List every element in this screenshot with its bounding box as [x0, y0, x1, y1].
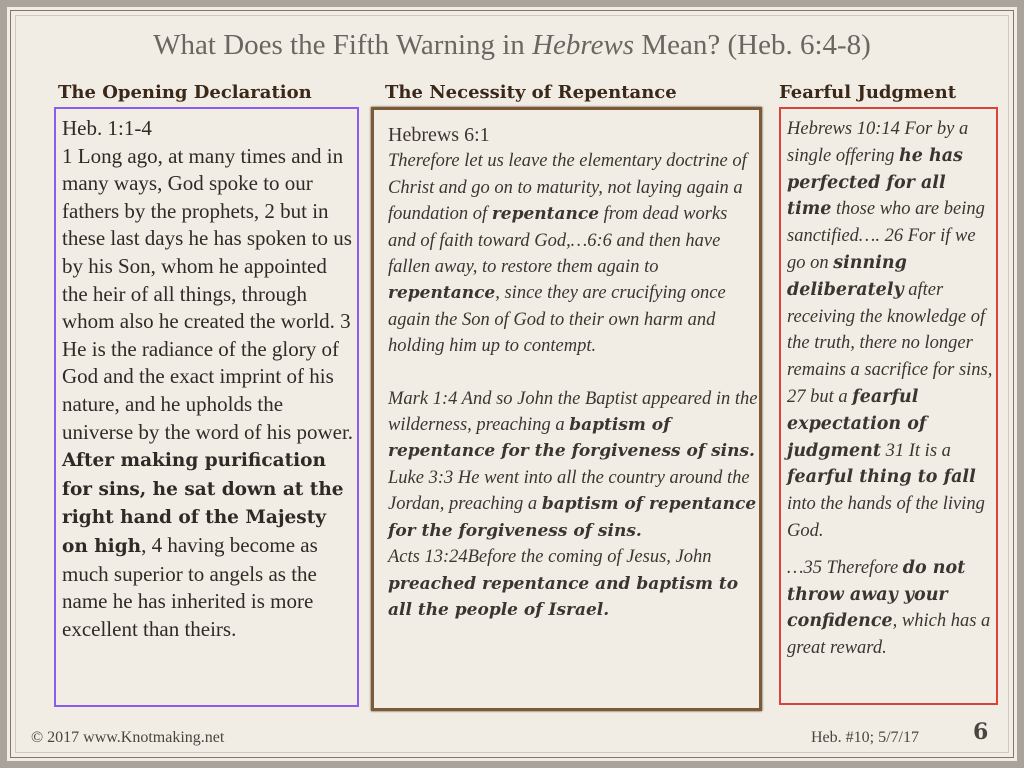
left-scripture-box — [54, 107, 359, 707]
passage-bold: repentance — [491, 204, 600, 225]
middle-scripture-box — [371, 107, 762, 711]
right-scripture-box — [779, 107, 998, 705]
page-number: 6 — [973, 719, 989, 745]
series-footer: Heb. #10; 5/7/17 — [811, 729, 919, 746]
passage-bold: preached repentance and baptism to all the people of Israel. — [388, 573, 739, 620]
title-text: What Does the Fifth Warning in — [153, 29, 533, 61]
passage-text: , since they are crucifying once again the Son of God to their own harm and holding him up to contempt. — [388, 283, 726, 357]
hebrews-10-passage — [787, 116, 996, 545]
hebrews-6-passage — [388, 148, 759, 359]
passage-bold: fearful expectation of judgment — [787, 386, 927, 461]
passage-bold: baptism of repentance for the forgiveness of sins. — [388, 415, 755, 462]
passage-bold: sinning deliberately — [787, 252, 907, 300]
acts-passage — [388, 544, 759, 623]
slide-title — [7, 29, 1017, 62]
middle-scripture-text — [388, 122, 759, 623]
passage-text: Hebrews 10:14 For by a single offering — [787, 119, 969, 166]
right-scripture-text — [787, 116, 996, 662]
right-column-heading: Fearful Judgment — [779, 82, 957, 103]
middle-column-heading: The Necessity of Repentance — [385, 82, 677, 103]
passage-text: Luke 3:3 He went into all the country around the Jordan, preaching a — [388, 467, 750, 515]
passage-text: , which has a great reward. — [787, 611, 991, 659]
hebrews-10-35-passage — [787, 555, 996, 662]
passage-bold: he has perfected for all time — [787, 145, 963, 220]
passage-text: from dead works and of faith toward God,…6:6 and then have fallen away, to restore them again to — [388, 204, 728, 278]
copyright-footer: © 2017 www.Knotmaking.net — [31, 729, 225, 746]
passage-text: Acts 13:24Before the coming of Jesus, John — [388, 547, 712, 568]
passage-bold: fearful thing to fall — [787, 467, 976, 488]
left-text-part2: , 4 having become as much superior to angels as the name he has inherited is more excellent than theirs. — [62, 532, 318, 641]
passage-text: after receiving the knowledge of the truth, there no longer remains a sacrifice for sins, 27 but a — [787, 279, 993, 407]
passage-bold: baptism of repentance for the forgiveness of sins. — [388, 494, 757, 541]
middle-reference: Hebrews 6:1 — [388, 124, 490, 146]
left-scripture-text — [62, 115, 357, 643]
passage-text: those who are being sanctified…. 26 For if we go on — [787, 199, 985, 273]
passage-bold: repentance — [388, 283, 496, 304]
left-text-part1: 1 Long ago, at many times and in many ways, God spoke to our fathers by the prophets, 2 but in these last days he has spoken to us by his Son, whom he appointed the heir of all things, through whom also he created the world. 3 He is the radiance of the glory of God and the exact imprint of his nature, and he upholds the universe by the word of his power. — [62, 143, 354, 444]
passage-text: …35 Therefore — [787, 557, 903, 578]
passage-text: 31 It is a — [881, 440, 951, 461]
title-emphasis: Hebrews — [532, 29, 635, 61]
passage-text: Mark 1:4 And so John the Baptist appeared in the wilderness, preaching a — [388, 388, 758, 436]
luke-passage — [388, 465, 759, 544]
passage-text: into the hands of the living God. — [787, 494, 985, 541]
passage-text: Therefore let us leave the elementary doctrine of Christ and go on to maturity, not laying again a foundation of — [388, 151, 747, 225]
mark-passage — [388, 386, 759, 465]
title-text-end: Mean? (Heb. 6:4-8) — [634, 29, 871, 61]
left-column-heading: The Opening Declaration — [58, 82, 312, 103]
left-reference: Heb. 1:1-4 — [62, 116, 152, 140]
left-bold-text: After making purification for sins, he sat down at the right hand of the Majesty on high — [62, 450, 344, 557]
passage-bold: do not throw away your confidence — [787, 557, 966, 632]
